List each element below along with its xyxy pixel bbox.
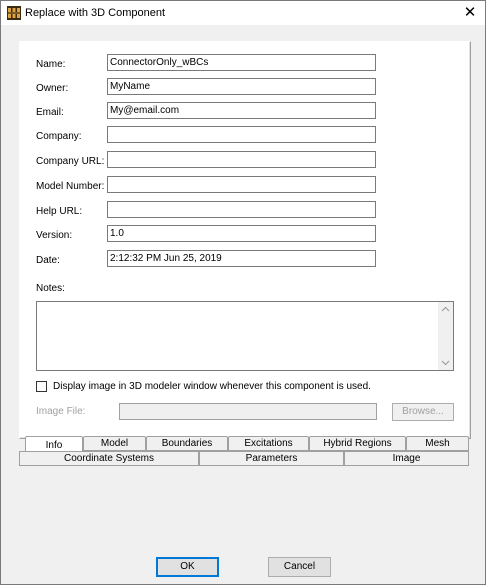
name-label: Name: bbox=[36, 59, 66, 70]
owner-label: Owner: bbox=[36, 83, 69, 94]
help-url-label: Help URL: bbox=[36, 206, 83, 217]
date-field[interactable]: 2:12:32 PM Jun 25, 2019 bbox=[107, 250, 376, 267]
tab-coordinate-systems[interactable]: Coordinate Systems bbox=[19, 451, 199, 466]
tab-model[interactable]: Model bbox=[83, 436, 146, 451]
image-file-field bbox=[119, 403, 377, 420]
model-number-label: Model Number: bbox=[36, 181, 105, 192]
image-file-label: Image File: bbox=[36, 406, 86, 417]
tab-image[interactable]: Image bbox=[344, 451, 469, 466]
company-url-label: Company URL: bbox=[36, 156, 105, 167]
window-title: Replace with 3D Component bbox=[25, 7, 166, 19]
browse-button: Browse... bbox=[392, 403, 454, 421]
help-url-field[interactable] bbox=[107, 201, 376, 218]
notes-scrollbar[interactable] bbox=[438, 302, 453, 370]
notes-textarea[interactable] bbox=[36, 301, 454, 371]
tab-mesh[interactable]: Mesh bbox=[406, 436, 469, 451]
company-field[interactable] bbox=[107, 126, 376, 143]
version-label: Version: bbox=[36, 230, 73, 241]
ok-button[interactable]: OK bbox=[156, 557, 219, 577]
cancel-button[interactable]: Cancel bbox=[268, 557, 331, 577]
name-field[interactable]: ConnectorOnly_wBCs bbox=[107, 54, 376, 71]
tab-hybrid-regions[interactable]: Hybrid Regions bbox=[309, 436, 406, 451]
tab-excitations[interactable]: Excitations bbox=[228, 436, 309, 451]
notes-label: Notes: bbox=[36, 283, 65, 294]
company-url-field[interactable] bbox=[107, 151, 376, 168]
date-label: Date: bbox=[36, 255, 60, 266]
tab-parameters[interactable]: Parameters bbox=[199, 451, 344, 466]
tab-boundaries[interactable]: Boundaries bbox=[146, 436, 228, 451]
tab-info[interactable]: Info bbox=[25, 436, 83, 452]
scroll-up-icon[interactable] bbox=[441, 305, 450, 314]
scroll-down-icon[interactable] bbox=[441, 358, 450, 367]
owner-field[interactable]: MyName bbox=[107, 78, 376, 95]
company-label: Company: bbox=[36, 131, 82, 142]
email-field[interactable]: My@email.com bbox=[107, 102, 376, 119]
display-image-label[interactable]: Display image in 3D modeler window whenever this component is used. bbox=[53, 381, 371, 392]
version-field[interactable]: 1.0 bbox=[107, 225, 376, 242]
app-icon bbox=[7, 6, 21, 20]
email-label: Email: bbox=[36, 107, 64, 118]
display-image-checkbox[interactable] bbox=[36, 381, 47, 392]
model-number-field[interactable] bbox=[107, 176, 376, 193]
title-bar bbox=[1, 1, 485, 25]
close-icon[interactable]: ✕ bbox=[463, 4, 477, 21]
